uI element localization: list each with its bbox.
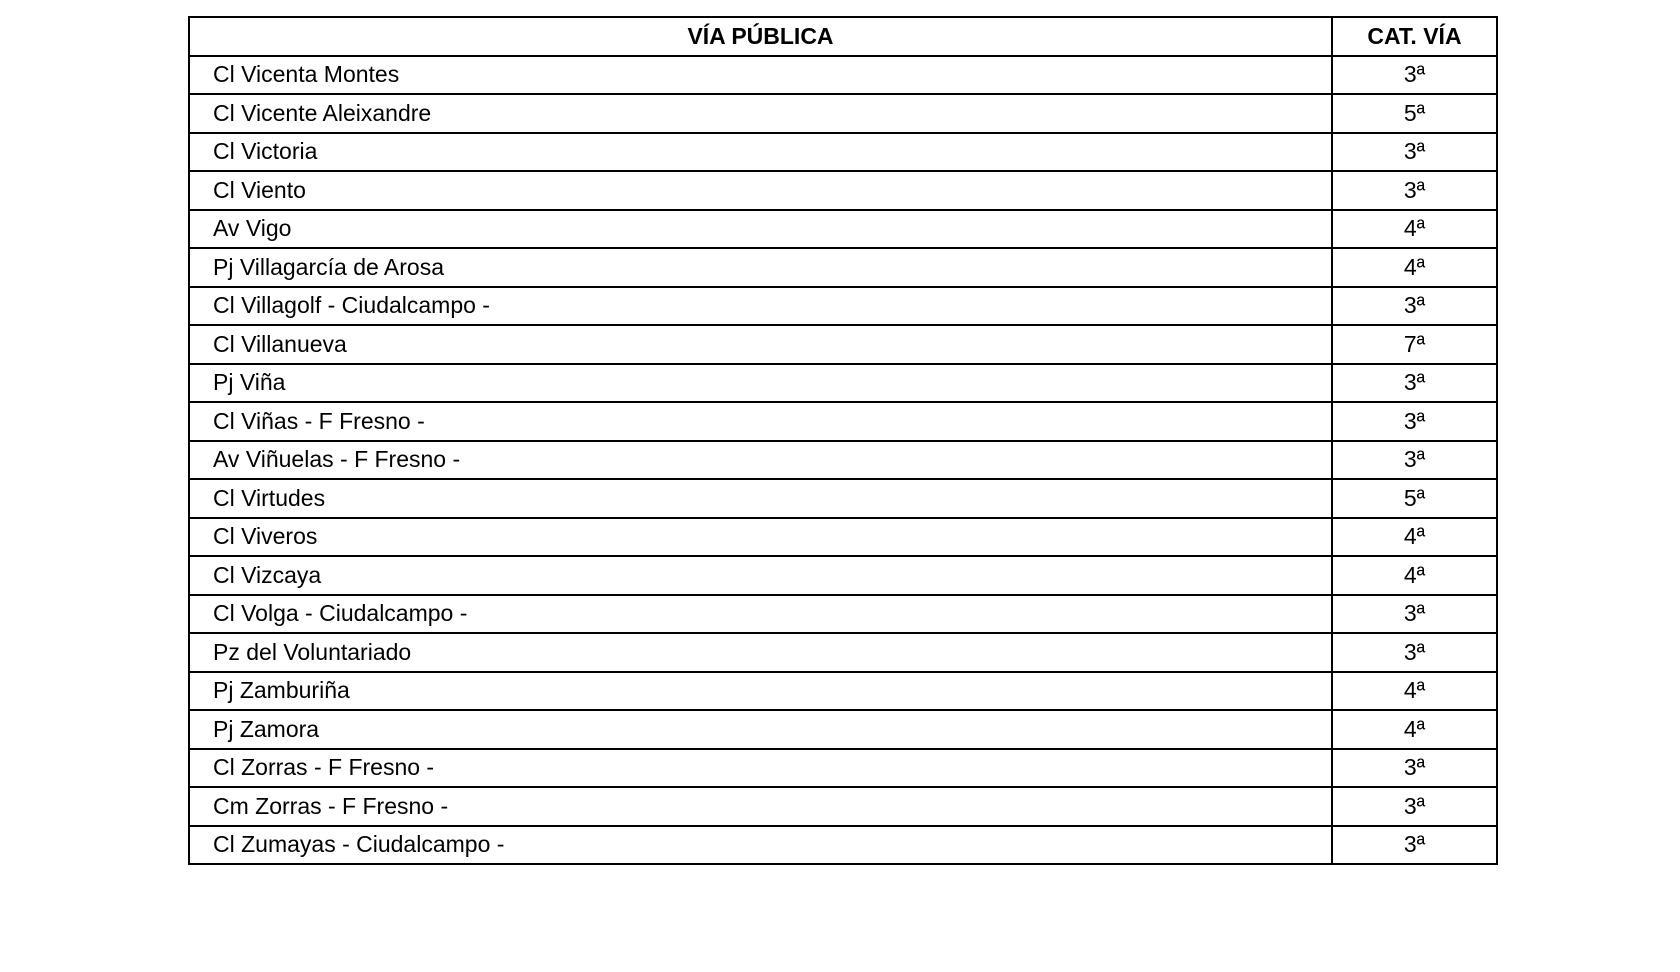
- street-category-cell: 3ª: [1332, 826, 1497, 865]
- table-row: [189, 364, 1497, 403]
- street-category-table: [188, 16, 1498, 865]
- street-category-cell: 3ª: [1332, 171, 1497, 210]
- street-name-cell: Pj Zamora: [189, 710, 1332, 749]
- street-category-cell: 3ª: [1332, 133, 1497, 172]
- table-row: [189, 479, 1497, 518]
- street-category-cell: 3ª: [1332, 787, 1497, 826]
- table-row: [189, 556, 1497, 595]
- street-name-cell: Cl Vicenta Montes: [189, 56, 1332, 95]
- street-name-cell: Cl Viveros: [189, 518, 1332, 557]
- street-name-cell: Cl Virtudes: [189, 479, 1332, 518]
- street-name-cell: Pj Viña: [189, 364, 1332, 403]
- street-category-cell: 4ª: [1332, 710, 1497, 749]
- street-name-cell: Cl Volga - Ciudalcampo -: [189, 595, 1332, 634]
- table-row: [189, 672, 1497, 711]
- table-row: [189, 787, 1497, 826]
- table-row: [189, 287, 1497, 326]
- street-name-cell: Cl Villagolf - Ciudalcampo -: [189, 287, 1332, 326]
- table-body: [189, 56, 1497, 865]
- street-category-cell: 3ª: [1332, 749, 1497, 788]
- street-name-cell: Cm Zorras - F Fresno -: [189, 787, 1332, 826]
- table-row: [189, 441, 1497, 480]
- street-category-cell: 4ª: [1332, 518, 1497, 557]
- street-name-cell: Cl Victoria: [189, 133, 1332, 172]
- table-row: [189, 402, 1497, 441]
- street-name-cell: Cl Zorras - F Fresno -: [189, 749, 1332, 788]
- street-category-cell: 3ª: [1332, 441, 1497, 480]
- street-category-cell: 4ª: [1332, 210, 1497, 249]
- street-name-cell: Cl Viento: [189, 171, 1332, 210]
- table-row: [189, 595, 1497, 634]
- street-name-cell: Cl Viñas - F Fresno -: [189, 402, 1332, 441]
- table-row: [189, 248, 1497, 287]
- header-cat-via: CAT. VÍA: [1332, 17, 1497, 56]
- street-category-cell: 3ª: [1332, 287, 1497, 326]
- table-row: [189, 133, 1497, 172]
- header-via-publica: VÍA PÚBLICA: [189, 17, 1332, 56]
- table-row: [189, 325, 1497, 364]
- table-row: [189, 749, 1497, 788]
- street-category-cell: 4ª: [1332, 556, 1497, 595]
- table-row: [189, 210, 1497, 249]
- street-name-cell: Cl Villanueva: [189, 325, 1332, 364]
- street-category-cell: 3ª: [1332, 402, 1497, 441]
- street-category-cell: 5ª: [1332, 94, 1497, 133]
- table-row: [189, 56, 1497, 95]
- table-row: [189, 171, 1497, 210]
- table-row: [189, 826, 1497, 865]
- street-category-cell: 7ª: [1332, 325, 1497, 364]
- street-category-cell: 5ª: [1332, 479, 1497, 518]
- street-name-cell: Pj Zamburiña: [189, 672, 1332, 711]
- street-name-cell: Cl Vizcaya: [189, 556, 1332, 595]
- street-category-cell: 4ª: [1332, 672, 1497, 711]
- street-name-cell: Cl Zumayas - Ciudalcampo -: [189, 826, 1332, 865]
- table-header-row: [189, 17, 1497, 56]
- table-row: [189, 633, 1497, 672]
- table-row: [189, 94, 1497, 133]
- street-name-cell: Pj Villagarcía de Arosa: [189, 248, 1332, 287]
- street-name-cell: Pz del Voluntariado: [189, 633, 1332, 672]
- street-category-cell: 3ª: [1332, 633, 1497, 672]
- table-row: [189, 518, 1497, 557]
- street-name-cell: Av Vigo: [189, 210, 1332, 249]
- street-category-cell: 3ª: [1332, 364, 1497, 403]
- street-name-cell: Cl Vicente Aleixandre: [189, 94, 1332, 133]
- street-category-cell: 4ª: [1332, 248, 1497, 287]
- street-category-cell: 3ª: [1332, 595, 1497, 634]
- street-category-table-container: [188, 16, 1496, 865]
- table-row: [189, 710, 1497, 749]
- street-name-cell: Av Viñuelas - F Fresno -: [189, 441, 1332, 480]
- street-category-cell: 3ª: [1332, 56, 1497, 95]
